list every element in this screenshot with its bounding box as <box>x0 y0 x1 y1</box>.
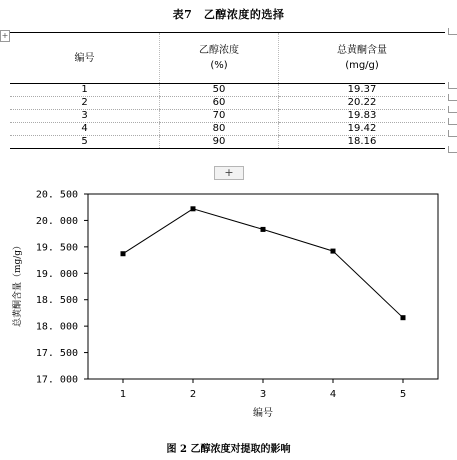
cell-flavonoid: 19.37 <box>279 84 446 97</box>
table-move-handle[interactable]: + <box>1 31 9 40</box>
x-tick-label: 2 <box>189 389 197 400</box>
x-tick-label: 1 <box>119 389 127 400</box>
cell-id: 5 <box>10 136 160 149</box>
data-point <box>261 227 266 232</box>
cell-concentration: 70 <box>160 110 279 123</box>
y-tick-label: 18. 000 <box>35 321 78 333</box>
cell-flavonoid: 20.22 <box>279 97 446 110</box>
header-flavonoid-label: 总黄酮含量 <box>337 45 387 56</box>
header-concentration-unit: (%) <box>210 60 228 71</box>
cell-id: 1 <box>10 84 160 97</box>
concentration-line-chart <box>0 180 457 430</box>
figure-caption: 图 2 乙醇浓度对提取的影响 <box>166 444 291 455</box>
header-cell-flavonoid <box>279 33 446 84</box>
ethanol-table <box>10 32 445 149</box>
data-point <box>401 315 406 320</box>
x-tick-label: 5 <box>399 389 407 400</box>
series-markers <box>121 206 406 320</box>
cell-flavonoid: 19.42 <box>279 123 446 136</box>
table-header-row <box>10 33 445 84</box>
y-tick-label: 20. 500 <box>35 189 78 201</box>
series-line <box>123 209 403 318</box>
plot-frame <box>88 194 438 379</box>
cell-flavonoid: 19.83 <box>279 110 446 123</box>
cell-concentration: 90 <box>160 136 279 149</box>
x-tick-label: 3 <box>259 389 267 400</box>
table-row <box>10 84 445 97</box>
data-point <box>191 206 196 211</box>
header-concentration-label: 乙醇浓度 <box>199 45 239 56</box>
y-tick-label: 19. 500 <box>35 242 78 254</box>
header-flavonoid-unit: (mg/g) <box>345 60 379 71</box>
cell-concentration: 60 <box>160 97 279 110</box>
y-axis-ticks <box>36 190 88 386</box>
cell-id: 2 <box>10 97 160 110</box>
cell-concentration: 50 <box>160 84 279 97</box>
table-row <box>10 110 445 123</box>
x-axis-ticks <box>120 379 406 400</box>
header-id-label: 编号 <box>74 52 95 64</box>
add-row-button[interactable]: + <box>214 166 244 180</box>
y-tick-label: 17. 000 <box>35 374 78 386</box>
table-caption: 表7 乙醇浓度的选择 <box>172 8 285 21</box>
x-axis-label: 编号 <box>253 408 273 419</box>
y-axis-label: 总黄酮含量（mg/g） <box>13 240 23 328</box>
cell-id: 4 <box>10 123 160 136</box>
cell-concentration: 80 <box>160 123 279 136</box>
header-cell-id <box>10 33 160 84</box>
y-tick-label: 20. 000 <box>35 215 78 227</box>
y-tick-label: 17. 500 <box>35 348 78 360</box>
y-tick-label: 18. 500 <box>35 295 78 307</box>
y-tick-label: 19. 000 <box>35 268 78 280</box>
header-cell-concentration <box>160 33 279 84</box>
cell-id: 3 <box>10 110 160 123</box>
cell-flavonoid: 18.16 <box>279 136 446 149</box>
table-row <box>10 136 445 149</box>
chart-axes <box>88 194 438 379</box>
table-row <box>10 123 445 136</box>
data-point <box>331 249 336 254</box>
table-row <box>10 97 445 110</box>
x-tick-label: 4 <box>329 389 337 400</box>
data-point <box>121 251 126 256</box>
